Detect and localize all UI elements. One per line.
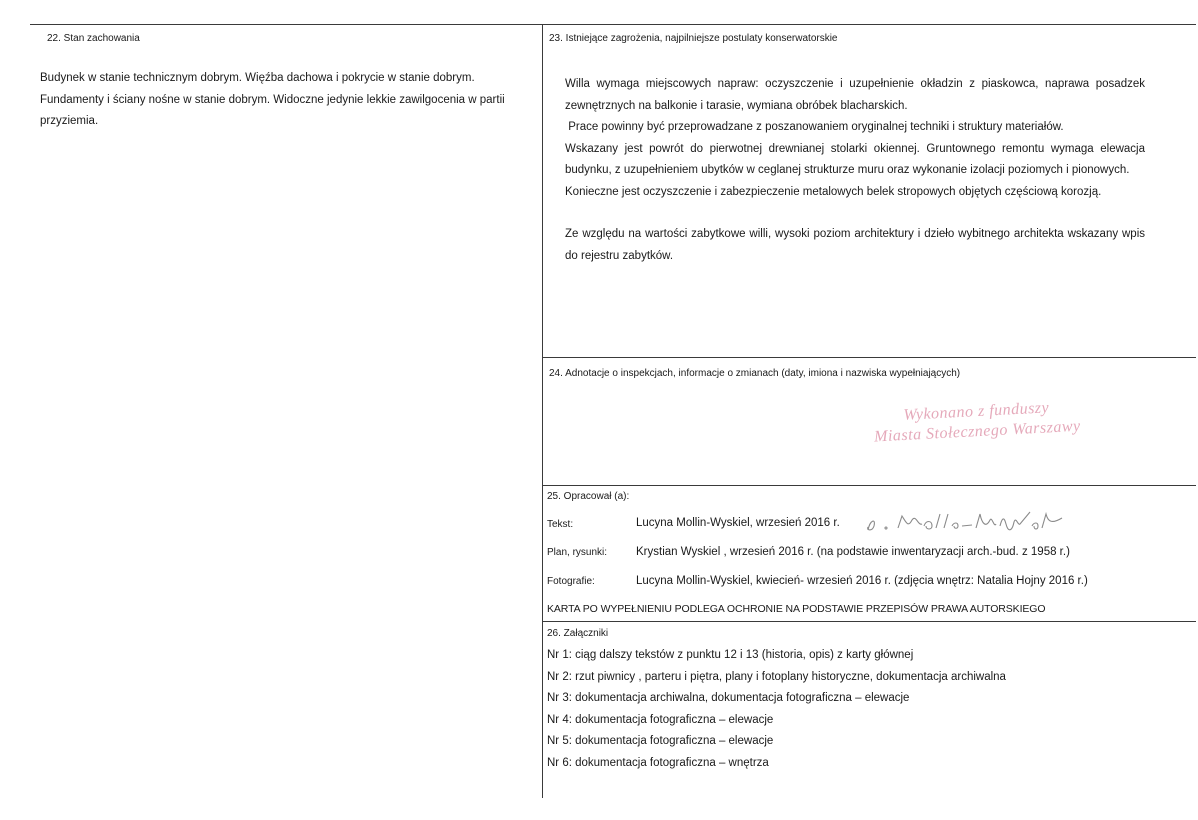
section-26-title: 26. Załączniki	[547, 628, 609, 639]
text-author-value: Lucyna Mollin-Wyskiel, wrzesień 2016 r.	[636, 517, 840, 529]
section-23-text	[565, 74, 1145, 267]
attachment-item: Nr 3: dokumentacja archiwalna, dokumentacja fotograficzna – elewacje	[547, 692, 910, 704]
drawings-author-value: Krystian Wyskiel , wrzesień 2016 r. (na podstawie inwentaryzacji arch.-bud. z 1958 r.)	[636, 546, 1070, 558]
photos-author-value: Lucyna Mollin-Wyskiel, kwiecień- wrzesień 2016 r. (zdjęcia wnętrz: Natalia Hojny 2016 r.)	[636, 575, 1088, 587]
attachment-item: Nr 2: rzut piwnicy , parteru i piętra, plany i fotoplany historyczne, dokumentacja archiwalna	[547, 670, 1006, 683]
attachment-item: Nr 5: dokumentacja fotograficzna – elewacje	[547, 735, 774, 747]
section-26-top-border	[542, 621, 1196, 622]
section-24-title: 24. Adnotacje o inspekcjach, informacje o zmianach (daty, imiona i nazwiska wypełniających)	[549, 368, 961, 379]
top-border	[30, 24, 1196, 25]
stamp-line: Miasta Stołecznego Warszawy	[873, 417, 1082, 446]
section-25-top-border	[542, 485, 1196, 486]
attachments-list	[547, 645, 1006, 774]
drawings-author-label: Plan, rysunki:	[547, 547, 608, 558]
photos-author-label: Fotografie:	[547, 576, 595, 587]
section-22-text: Budynek w stanie technicznym dobrym. Więźba dachowa i pokrycie w stanie dobrym. Fundamenty i ściany nośne w stanie dobrym. Widoczne jedynie lekkie zawilgocenia w partii przyziemia.	[40, 72, 505, 127]
section-23-paragraph: Wskazany jest powrót do pierwotnej drewnianej stolarki okiennej. Gruntownego remontu wymaga elewacja budynku, z uzupełnieniem ubytków w ceglanej strukturze muru oraz wykonanie izolacji poziomych i pionowych.	[565, 142, 1145, 176]
section-24-top-border	[542, 357, 1196, 358]
copyright-notice: KARTA PO WYPEŁNIENIU PODLEGA OCHRONIE NA PODSTAWIE PRZEPISÓW PRAWA AUTORSKIEGO	[547, 603, 1046, 615]
section-23-paragraph: Ze względu na wartości zabytkowe willi, wysoki poziom architektury i dzieło wybitnego architekta wskazany wpis do rejestru zabytków.	[565, 228, 1145, 262]
text-author-label: Tekst:	[547, 519, 574, 530]
paragraph-gap	[565, 203, 1145, 224]
stamp-line: Wykonano z funduszy	[903, 399, 1050, 424]
section-25-title: 25. Opracował (a):	[547, 491, 630, 502]
signature-image	[862, 506, 1072, 536]
section-22-title: 22. Stan zachowania	[47, 33, 140, 44]
attachment-item: Nr 4: dokumentacja fotograficzna – elewacje	[547, 713, 774, 726]
attachment-item: Nr 1: ciąg dalszy tekstów z punktu 12 i 13 (historia, opis) z karty głównej	[547, 649, 914, 661]
attachment-item: Nr 6: dokumentacja fotograficzna – wnętrza	[547, 756, 769, 769]
section-23-paragraph: Prace powinny być przeprowadzane z poszanowaniem oryginalnej techniki i struktury materiałów.	[565, 121, 1064, 133]
section-23-title: 23. Istniejące zagrożenia, najpilniejsze postulaty konserwatorskie	[549, 33, 838, 44]
section-23-paragraph: Konieczne jest oczyszczenie i zabezpieczenie metalowych belek stropowych objętych częściową korozją.	[565, 185, 1102, 198]
funding-stamp	[864, 396, 1090, 448]
section-23-paragraph: Willa wymaga miejscowych napraw: oczyszczenie i uzupełnienie okładzin z piaskowca, naprawa posadzek zewnętrznych na balkonie i tarasie, wymiana obróbek blacharskich.	[565, 78, 1145, 112]
column-divider	[542, 24, 543, 798]
